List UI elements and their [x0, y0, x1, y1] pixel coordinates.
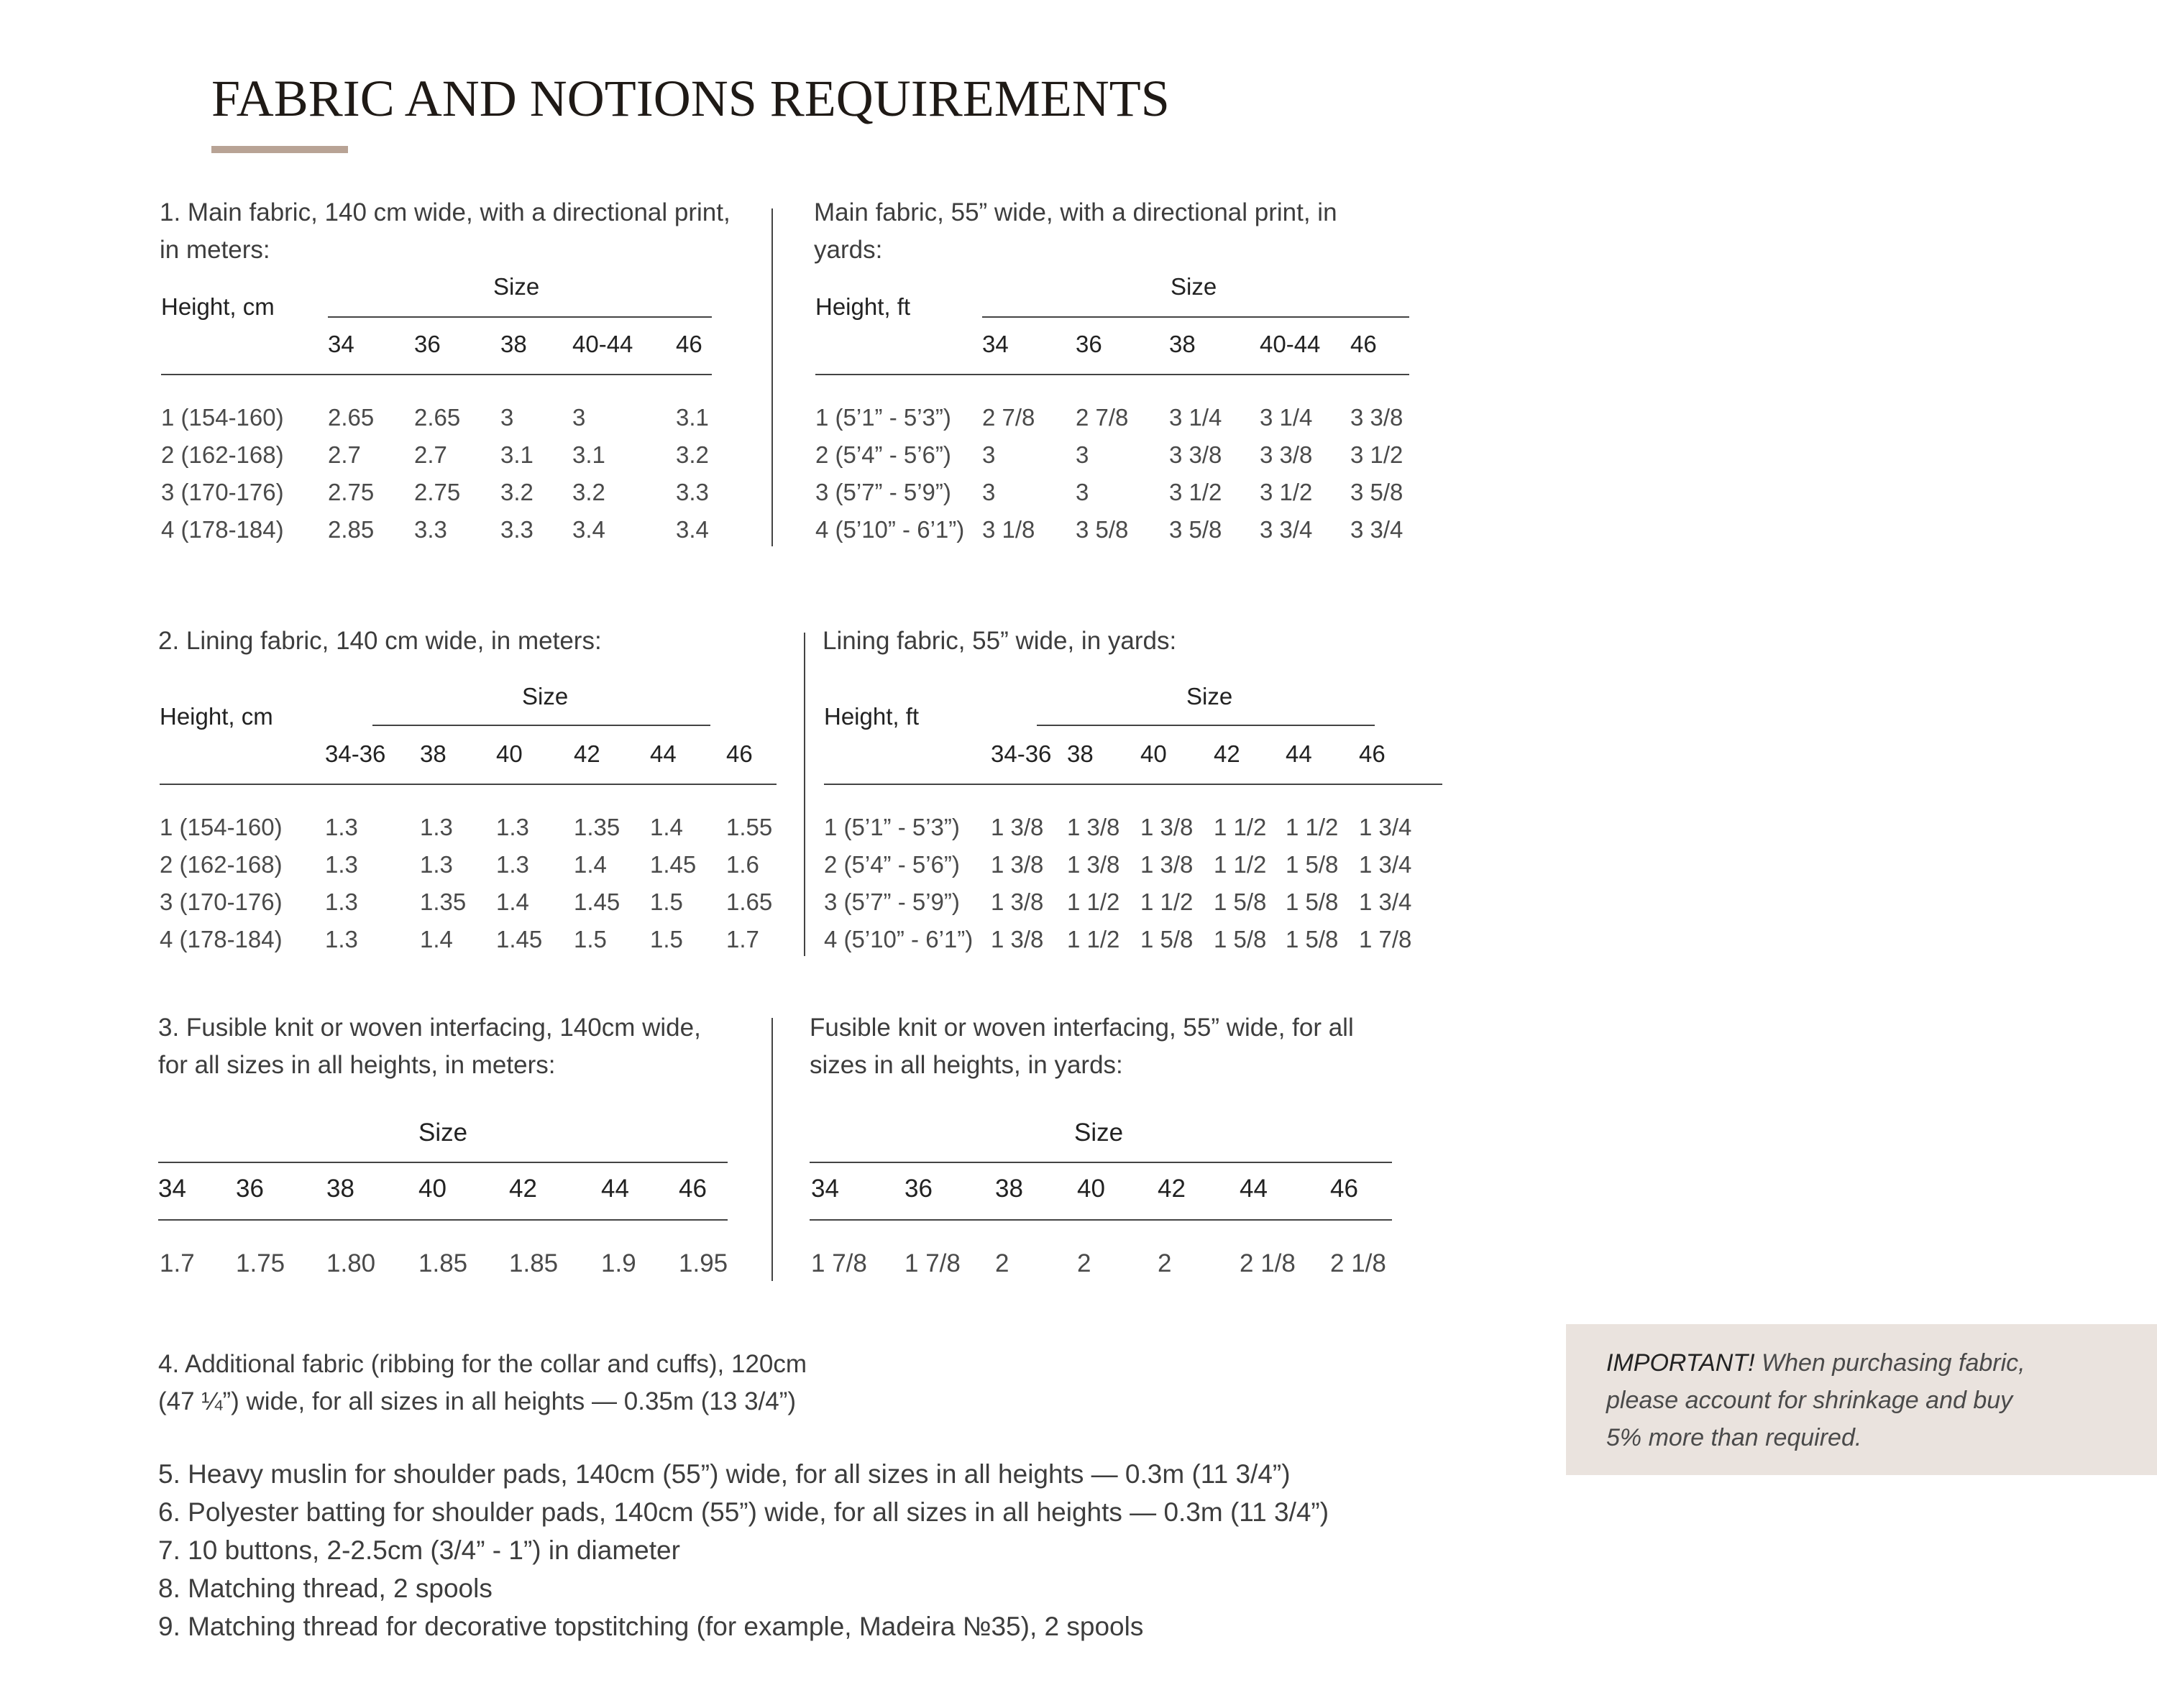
table-cell: 1.5 — [574, 926, 607, 952]
table-cell: 1.7 — [160, 1249, 195, 1277]
table-cell: 1.85 — [418, 1249, 468, 1277]
s1-left-height-label: Height, cm — [161, 293, 275, 320]
table-cell: 3 (170-176) — [161, 479, 284, 505]
table-cell: 3 5/8 — [1350, 479, 1403, 505]
s3-left-col: 40 — [418, 1175, 446, 1203]
table-cell: 2 1/8 — [1240, 1249, 1296, 1277]
table-cell: 4 (5’10” - 6’1”) — [815, 516, 965, 543]
table-cell: 1 1/2 — [1140, 889, 1194, 915]
s3-right-size-label: Size — [1074, 1119, 1124, 1147]
table-cell: 1 3/8 — [1140, 851, 1194, 878]
s2-right-col: 44 — [1286, 740, 1312, 767]
table-cell: 3.4 — [572, 516, 605, 543]
table-cell: 3.1 — [572, 441, 605, 468]
table-cell: 1.3 — [420, 851, 453, 878]
s1-left-heading-line1: 1. Main fabric, 140 cm wide, with a directional print, — [160, 198, 731, 226]
table-cell: 1 (5’1” - 5’3”) — [824, 814, 960, 840]
list-item: 5. Heavy muslin for shoulder pads, 140cm (55”) wide, for all sizes in all heights — 0.3m (11 3/4”) — [158, 1459, 1291, 1489]
table-cell: 3 (5’7” - 5’9”) — [824, 889, 960, 915]
table-cell: 3.3 — [414, 516, 447, 543]
table-cell: 3 3/4 — [1260, 516, 1313, 543]
table-cell: 2 7/8 — [1076, 404, 1129, 431]
s3-right-header-rule — [810, 1219, 1392, 1221]
table-cell: 1.5 — [650, 926, 683, 952]
s1-left-col: 46 — [676, 331, 702, 357]
table-cell: 1 5/8 — [1140, 926, 1194, 952]
s2-right-height-label: Height, ft — [824, 703, 920, 730]
s3-left-col: 38 — [326, 1175, 354, 1203]
s1-right-col: 38 — [1169, 331, 1196, 357]
table-cell: 3.3 — [676, 479, 709, 505]
s1-left-col: 38 — [500, 331, 527, 357]
table-cell: 1.3 — [325, 814, 358, 840]
s1-right-size-label: Size — [1171, 273, 1217, 300]
s3-left-size-rule — [158, 1162, 728, 1163]
table-cell: 1 5/8 — [1214, 889, 1267, 915]
table-cell: 1 (154-160) — [161, 404, 284, 431]
table-cell: 1 3/8 — [1067, 851, 1120, 878]
table-cell: 4 (5’10” - 6’1”) — [824, 926, 974, 952]
s1-right-col: 34 — [982, 331, 1009, 357]
table-cell: 1.55 — [726, 814, 773, 840]
s3-left-col: 46 — [679, 1175, 707, 1203]
s1-right-header-rule — [815, 374, 1409, 375]
table-cell: 1.4 — [574, 851, 607, 878]
table-cell: 1 5/8 — [1214, 926, 1267, 952]
table-cell: 2.65 — [328, 404, 375, 431]
table-cell: 3 (5’7” - 5’9”) — [815, 479, 951, 505]
s2-right-col: 46 — [1359, 740, 1386, 767]
table-cell: 2 7/8 — [982, 404, 1035, 431]
s1-left-size-rule — [328, 316, 712, 318]
s2-left-size-label: Size — [522, 683, 569, 710]
table-cell: 1 3/8 — [991, 926, 1044, 952]
s2-divider — [804, 633, 805, 956]
table-cell: 3.3 — [500, 516, 533, 543]
note-line2: please account for shrinkage and buy — [1606, 1387, 2013, 1414]
table-cell: 1 3/8 — [1067, 814, 1120, 840]
s2-right-header-rule — [824, 784, 1442, 785]
table-cell: 4 (178-184) — [161, 516, 284, 543]
s2-left-col: 42 — [574, 740, 600, 767]
table-cell: 3.2 — [500, 479, 533, 505]
table-cell: 1.3 — [496, 814, 529, 840]
s2-left-col: 46 — [726, 740, 753, 767]
s1-left-col: 36 — [414, 331, 441, 357]
table-cell: 3 1/2 — [1350, 441, 1403, 468]
table-cell: 3 5/8 — [1169, 516, 1222, 543]
table-cell: 1.3 — [496, 851, 529, 878]
table-cell: 1 3/8 — [991, 889, 1044, 915]
table-cell: 3 1/2 — [1169, 479, 1222, 505]
s3-left-heading-line1: 3. Fusible knit or woven interfacing, 140cm wide, — [158, 1014, 701, 1042]
s3-left-size-label: Size — [418, 1119, 468, 1147]
table-cell: 2.85 — [328, 516, 375, 543]
table-cell: 1.4 — [496, 889, 529, 915]
s1-right-heading-line1: Main fabric, 55” wide, with a directional print, in — [814, 198, 1337, 226]
s2-left-col: 34-36 — [325, 740, 386, 767]
table-cell: 1 5/8 — [1286, 889, 1339, 915]
table-cell: 2 — [1077, 1249, 1091, 1277]
table-cell: 3 3/8 — [1350, 404, 1403, 431]
table-cell: 1.45 — [650, 851, 697, 878]
s3-divider — [771, 1018, 773, 1281]
s2-right-size-label: Size — [1186, 683, 1233, 710]
table-cell: 1 1/2 — [1067, 889, 1120, 915]
s2-right-col: 38 — [1067, 740, 1094, 767]
list-item: 6. Polyester batting for shoulder pads, 140cm (55”) wide, for all sizes in all heights — 0.3m (11 3/4”) — [158, 1497, 1329, 1527]
table-cell: 2.7 — [328, 441, 361, 468]
table-cell: 1.45 — [574, 889, 620, 915]
table-cell: 3 — [982, 441, 996, 468]
s2-right-col: 40 — [1140, 740, 1167, 767]
table-cell: 2 — [1158, 1249, 1172, 1277]
table-cell: 2 (5’4” - 5’6”) — [824, 851, 960, 878]
table-cell: 3 — [572, 404, 586, 431]
s4-line1: 4. Additional fabric (ribbing for the collar and cuffs), 120cm — [158, 1350, 807, 1378]
s3-right-size-rule — [810, 1162, 1392, 1163]
table-cell: 1 3/4 — [1359, 851, 1412, 878]
s2-left-header-rule — [160, 784, 777, 785]
s1-divider — [771, 208, 773, 546]
s3-right-col: 36 — [905, 1175, 933, 1203]
s2-left-col: 44 — [650, 740, 677, 767]
table-cell: 1 3/8 — [991, 851, 1044, 878]
s3-right-col: 38 — [995, 1175, 1023, 1203]
table-cell: 1.35 — [420, 889, 467, 915]
table-cell: 3 1/4 — [1169, 404, 1222, 431]
table-cell: 1 (154-160) — [160, 814, 283, 840]
table-cell: 3 1/2 — [1260, 479, 1313, 505]
table-cell: 1 7/8 — [1359, 926, 1412, 952]
important-note-text — [1606, 1344, 2025, 1456]
table-cell: 1.4 — [650, 814, 683, 840]
table-cell: 3 (170-176) — [160, 889, 283, 915]
table-cell: 2.75 — [328, 479, 375, 505]
s1-right-size-rule — [982, 316, 1409, 318]
table-cell: 3 3/8 — [1260, 441, 1313, 468]
s3-left-col: 36 — [236, 1175, 264, 1203]
s2-right-heading: Lining fabric, 55” wide, in yards: — [823, 627, 1177, 655]
s3-right-col: 40 — [1077, 1175, 1105, 1203]
s1-right-col: 36 — [1076, 331, 1102, 357]
table-cell: 1.45 — [496, 926, 543, 952]
s1-right-col: 46 — [1350, 331, 1377, 357]
s2-right-col: 34-36 — [991, 740, 1052, 767]
table-cell: 1 1/2 — [1214, 851, 1267, 878]
s3-right-heading-line1: Fusible knit or woven interfacing, 55” wide, for all — [810, 1014, 1354, 1042]
table-cell: 1 3/4 — [1359, 814, 1412, 840]
table-cell: 1.4 — [420, 926, 453, 952]
table-cell: 1.3 — [420, 814, 453, 840]
s2-left-height-label: Height, cm — [160, 703, 273, 730]
table-cell: 1.85 — [509, 1249, 559, 1277]
table-cell: 3 1/4 — [1260, 404, 1313, 431]
s1-left-col: 40-44 — [572, 331, 633, 357]
s1-left-heading-line2: in meters: — [160, 236, 270, 264]
table-cell: 1 (5’1” - 5’3”) — [815, 404, 951, 431]
important-note — [1566, 1324, 2157, 1475]
s2-left-col: 38 — [420, 740, 446, 767]
table-cell: 1 1/2 — [1286, 814, 1339, 840]
table-cell: 1.6 — [726, 851, 759, 878]
s2-left-size-rule — [372, 725, 710, 726]
s2-right-size-rule — [1037, 725, 1375, 726]
s3-left-col: 34 — [158, 1175, 186, 1203]
table-cell: 4 (178-184) — [160, 926, 283, 952]
page-title: FABRIC AND NOTIONS REQUIREMENTS — [211, 70, 1170, 127]
important-label: IMPORTANT! — [1606, 1349, 1755, 1377]
s1-left-header-rule — [161, 374, 712, 375]
table-cell: 1.75 — [236, 1249, 285, 1277]
s1-left-col: 34 — [328, 331, 354, 357]
s3-left-col: 44 — [601, 1175, 629, 1203]
list-item: 7. 10 buttons, 2-2.5cm (3/4” - 1”) in diameter — [158, 1535, 680, 1565]
table-cell: 1.3 — [325, 851, 358, 878]
table-cell: 1.80 — [326, 1249, 376, 1277]
table-cell: 2 (162-168) — [160, 851, 283, 878]
table-cell: 3.1 — [676, 404, 709, 431]
table-cell: 1.3 — [325, 889, 358, 915]
s2-left-heading: 2. Lining fabric, 140 cm wide, in meters: — [158, 627, 602, 655]
table-cell: 3 — [1076, 441, 1089, 468]
s3-left-header-rule — [158, 1219, 728, 1221]
table-cell: 1 1/2 — [1214, 814, 1267, 840]
table-cell: 3 1/8 — [982, 516, 1035, 543]
table-cell: 1 7/8 — [811, 1249, 867, 1277]
table-cell: 3 5/8 — [1076, 516, 1129, 543]
table-cell: 2.65 — [414, 404, 461, 431]
table-cell: 3 3/4 — [1350, 516, 1403, 543]
s3-left-heading-line2: for all sizes in all heights, in meters: — [158, 1051, 556, 1079]
table-cell: 3 3/8 — [1169, 441, 1222, 468]
table-cell: 2 (162-168) — [161, 441, 284, 468]
table-cell: 2 (5’4” - 5’6”) — [815, 441, 951, 468]
table-cell: 1.5 — [650, 889, 683, 915]
table-cell: 3.2 — [676, 441, 709, 468]
table-cell: 1 5/8 — [1286, 851, 1339, 878]
list-item: 8. Matching thread, 2 spools — [158, 1574, 493, 1603]
table-cell: 2 1/8 — [1330, 1249, 1386, 1277]
s1-right-col: 40-44 — [1260, 331, 1321, 357]
table-cell: 3.4 — [676, 516, 709, 543]
s3-left-col: 42 — [509, 1175, 537, 1203]
table-cell: 1 3/8 — [991, 814, 1044, 840]
table-cell: 1 1/2 — [1067, 926, 1120, 952]
s3-right-col: 34 — [811, 1175, 839, 1203]
table-cell: 1.7 — [726, 926, 759, 952]
note-line1: When purchasing fabric, — [1754, 1349, 2025, 1377]
table-cell: 1.35 — [574, 814, 620, 840]
table-cell: 2 — [995, 1249, 1009, 1277]
table-cell: 3.1 — [500, 441, 533, 468]
list-item: 9. Matching thread for decorative topstitching (for example, Madeira №35), 2 spools — [158, 1612, 1144, 1641]
table-cell: 3 — [1076, 479, 1089, 505]
table-cell: 2.75 — [414, 479, 461, 505]
note-line3: 5% more than required. — [1606, 1424, 1862, 1451]
s1-right-height-label: Height, ft — [815, 293, 911, 320]
table-cell: 1.9 — [601, 1249, 636, 1277]
s3-right-col: 46 — [1330, 1175, 1358, 1203]
table-cell: 1 5/8 — [1286, 926, 1339, 952]
table-cell: 1 7/8 — [905, 1249, 961, 1277]
table-cell: 1 3/8 — [1140, 814, 1194, 840]
table-cell: 3.2 — [572, 479, 605, 505]
s2-left-col: 40 — [496, 740, 523, 767]
table-cell: 2.7 — [414, 441, 447, 468]
s4-line2: (47 ¼”) wide, for all sizes in all heights — 0.35m (13 3/4”) — [158, 1387, 797, 1415]
table-cell: 1.3 — [325, 926, 358, 952]
s3-right-col: 42 — [1158, 1175, 1186, 1203]
s3-right-col: 44 — [1240, 1175, 1268, 1203]
table-cell: 3 — [982, 479, 996, 505]
table-cell: 1.95 — [679, 1249, 728, 1277]
s2-right-col: 42 — [1214, 740, 1240, 767]
table-cell: 1.65 — [726, 889, 773, 915]
title-underline — [211, 146, 348, 153]
s3-right-heading-line2: sizes in all heights, in yards: — [810, 1051, 1123, 1079]
s1-right-heading-line2: yards: — [814, 236, 883, 264]
table-cell: 3 — [500, 404, 514, 431]
table-cell: 1 3/4 — [1359, 889, 1412, 915]
s1-left-size-label: Size — [493, 273, 540, 300]
